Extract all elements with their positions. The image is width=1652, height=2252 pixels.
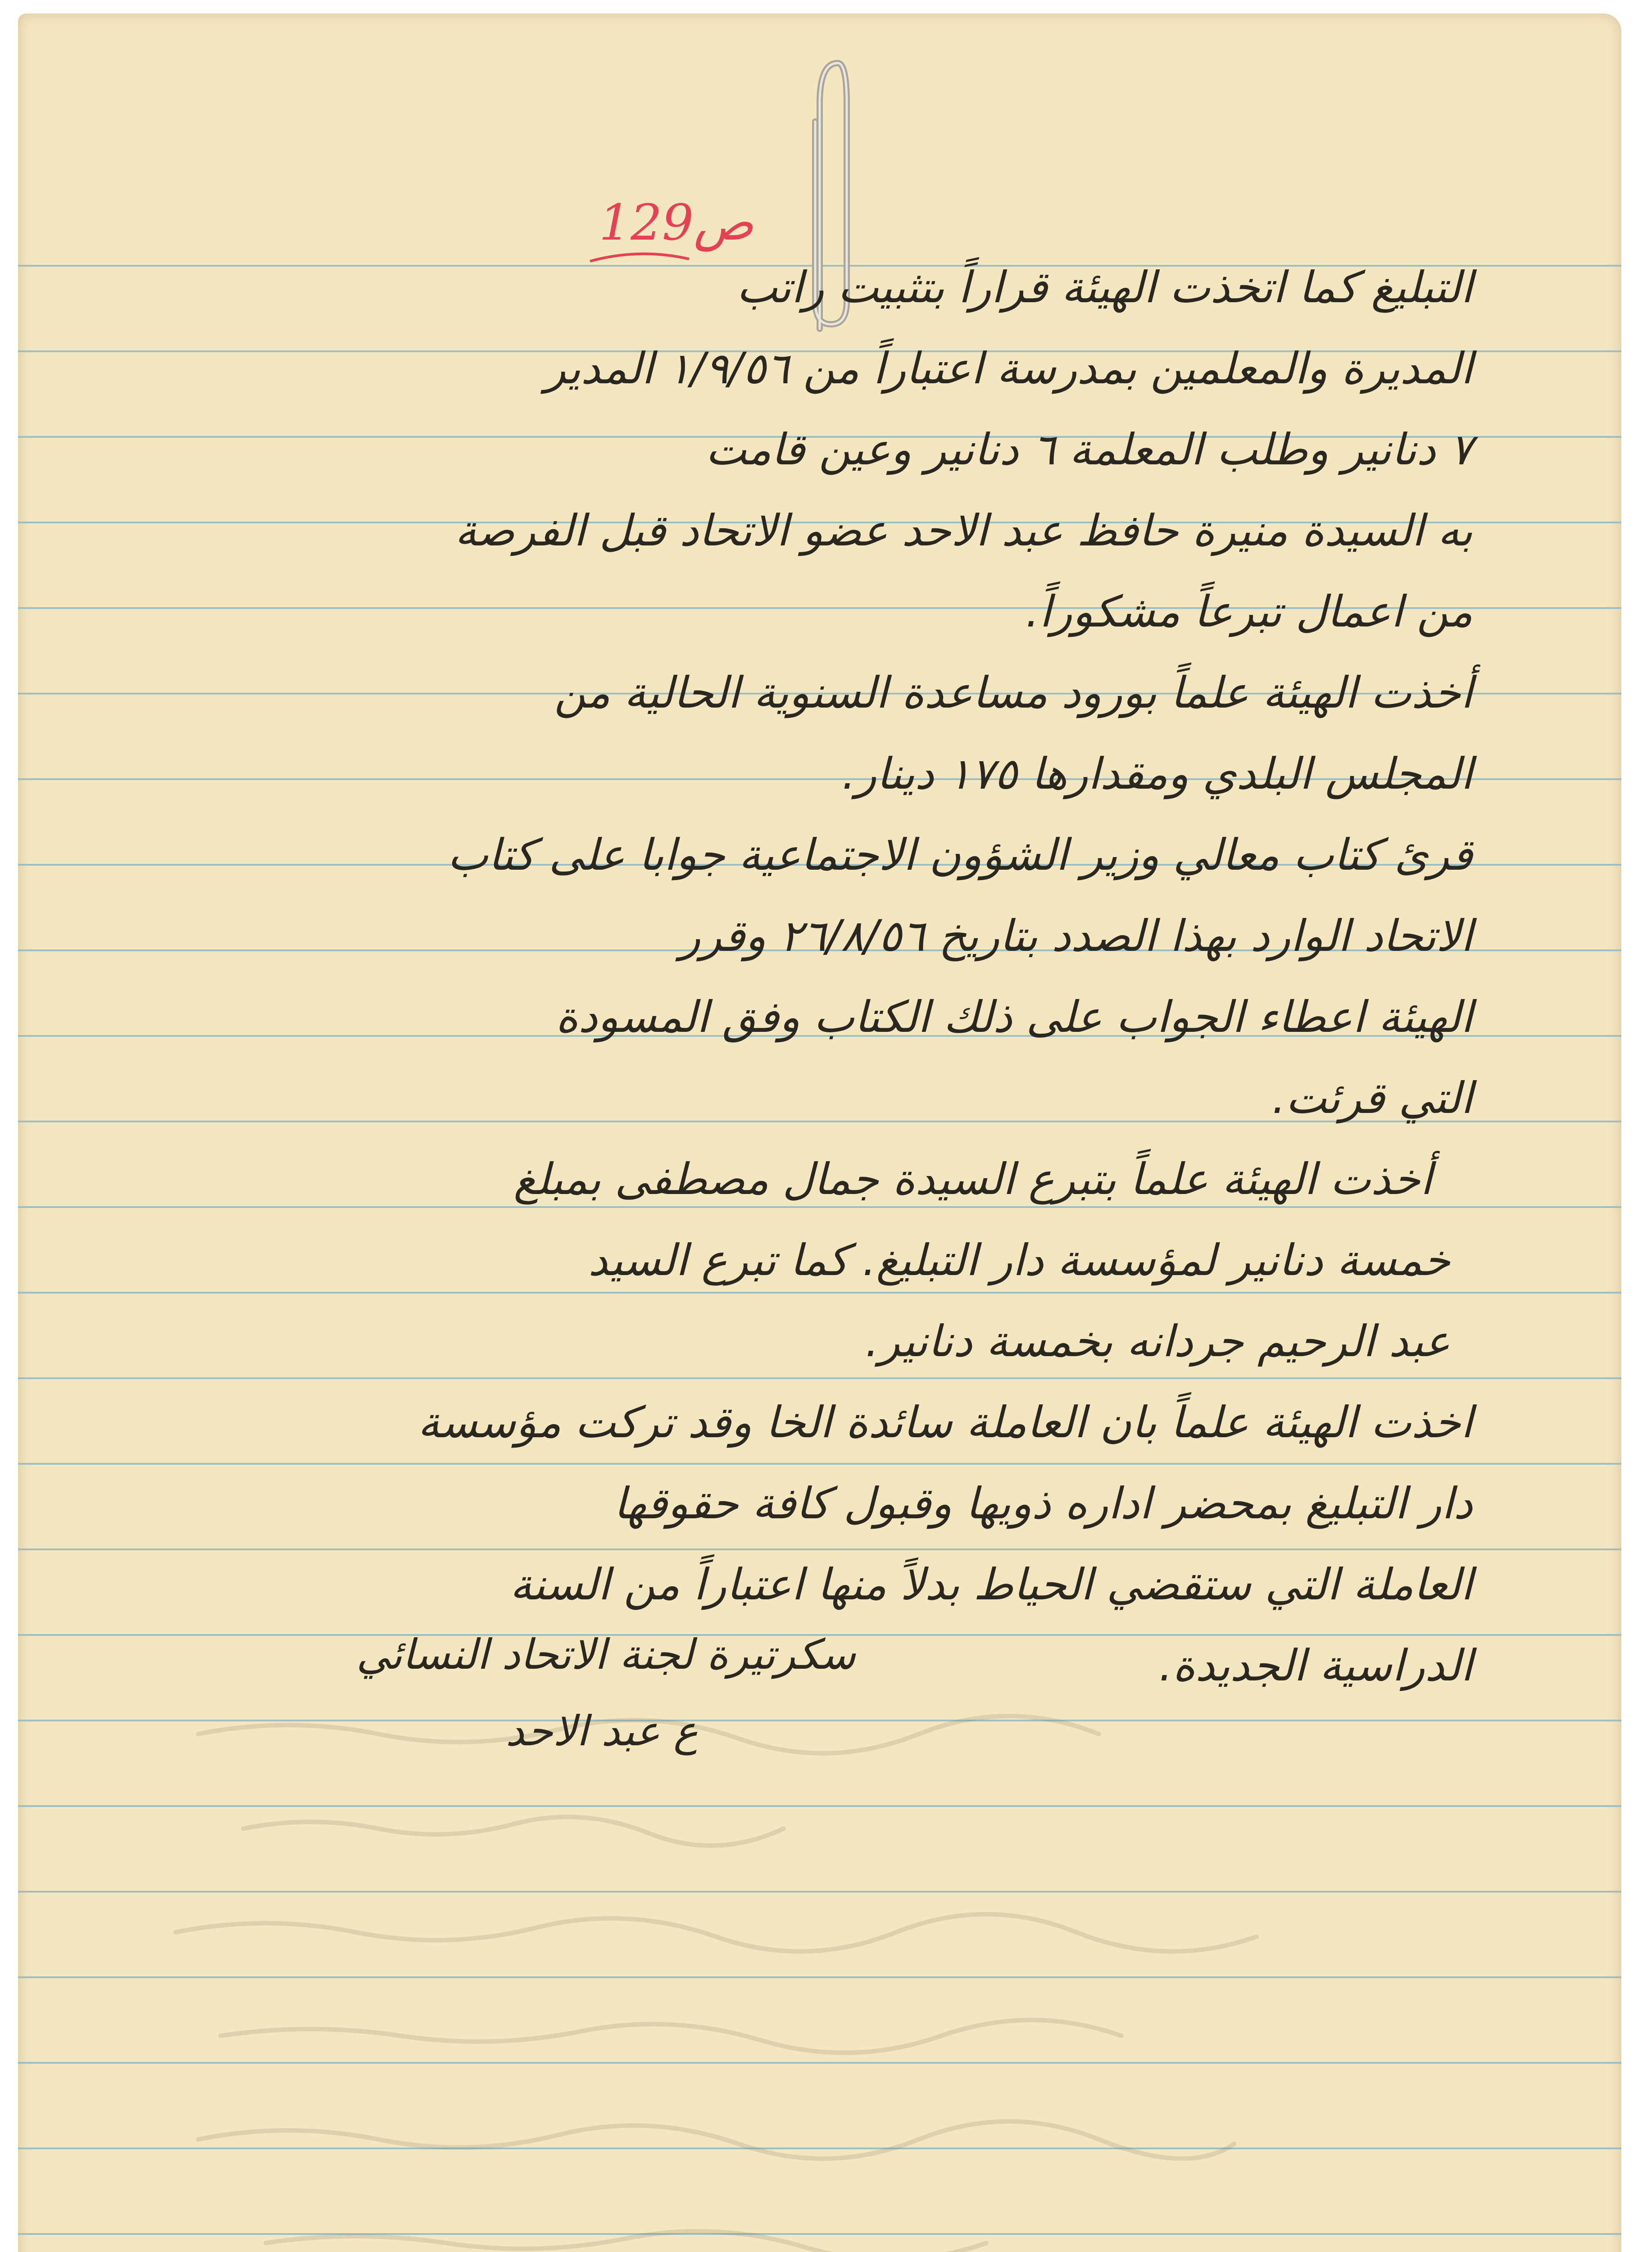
handwritten-line: أخذت الهيئة علماً بورود مساعدة السنوية الحالية من [554,667,1473,718]
signature-name: ع عبد الاحد [505,1707,698,1755]
page-number-underline [585,248,694,266]
handwritten-line: دار التبليغ بمحضر اداره ذويها وقبول كافة حقوقها [613,1478,1473,1529]
handwritten-line: الهيئة اعطاء الجواب على ذلك الكتاب وفق المسودة [555,992,1473,1042]
handwritten-line: المديرة والمعلمين بمدرسة اعتباراً من ١/٩/٥٦ المدير [545,343,1473,394]
handwritten-line: التبليغ كما اتخذت الهيئة قراراً بتثبيت راتب [736,262,1473,313]
handwritten-line: العاملة التي ستقضي الحياط بدلاً منها اعتباراً من السنة [510,1559,1473,1610]
handwritten-line: التي قرئت. [1272,1073,1473,1123]
handwritten-line: اخذت الهيئة علماً بان العاملة سائدة الخا وقد تركت مؤسسة [418,1397,1473,1448]
handwritten-line: أخذت الهيئة علماً بتبرع السيدة جمال مصطفى بمبلغ [513,1154,1432,1204]
handwritten-line: قرئ كتاب معالي وزير الشؤون الاجتماعية جوابا على كتاب [447,830,1473,880]
handwritten-line: المجلس البلدي ومقدارها ١٧٥ دينار. [842,749,1473,799]
signature-title: سكرتيرة لجنة الاتحاد النسائي [356,1630,856,1679]
handwritten-line: خمسة دنانير لمؤسسة دار التبليغ. كما تبرع السيد [588,1235,1450,1285]
notebook-page [18,14,1621,2252]
handwritten-line: به السيدة منيرة حافظ عبد الاحد عضو الاتحاد قبل الفرصة [454,505,1473,556]
page-number: ص129 [599,194,753,251]
handwritten-line: الدراسية الجديدة. [1159,1640,1473,1691]
bleed-through-writing [153,1680,1594,2252]
handwritten-line: الاتحاد الوارد بهذا الصدد بتاريخ ٢٦/٨/٥٦ وقرر [680,911,1473,961]
handwritten-line: من اعمال تبرعاً مشكوراً. [1026,586,1473,637]
handwritten-line: عبد الرحيم جردانه بخمسة دنانير. [865,1316,1450,1367]
handwritten-line: ٧ دنانير وطلب المعلمة ٦ دنانير وعين قامت [705,424,1473,475]
